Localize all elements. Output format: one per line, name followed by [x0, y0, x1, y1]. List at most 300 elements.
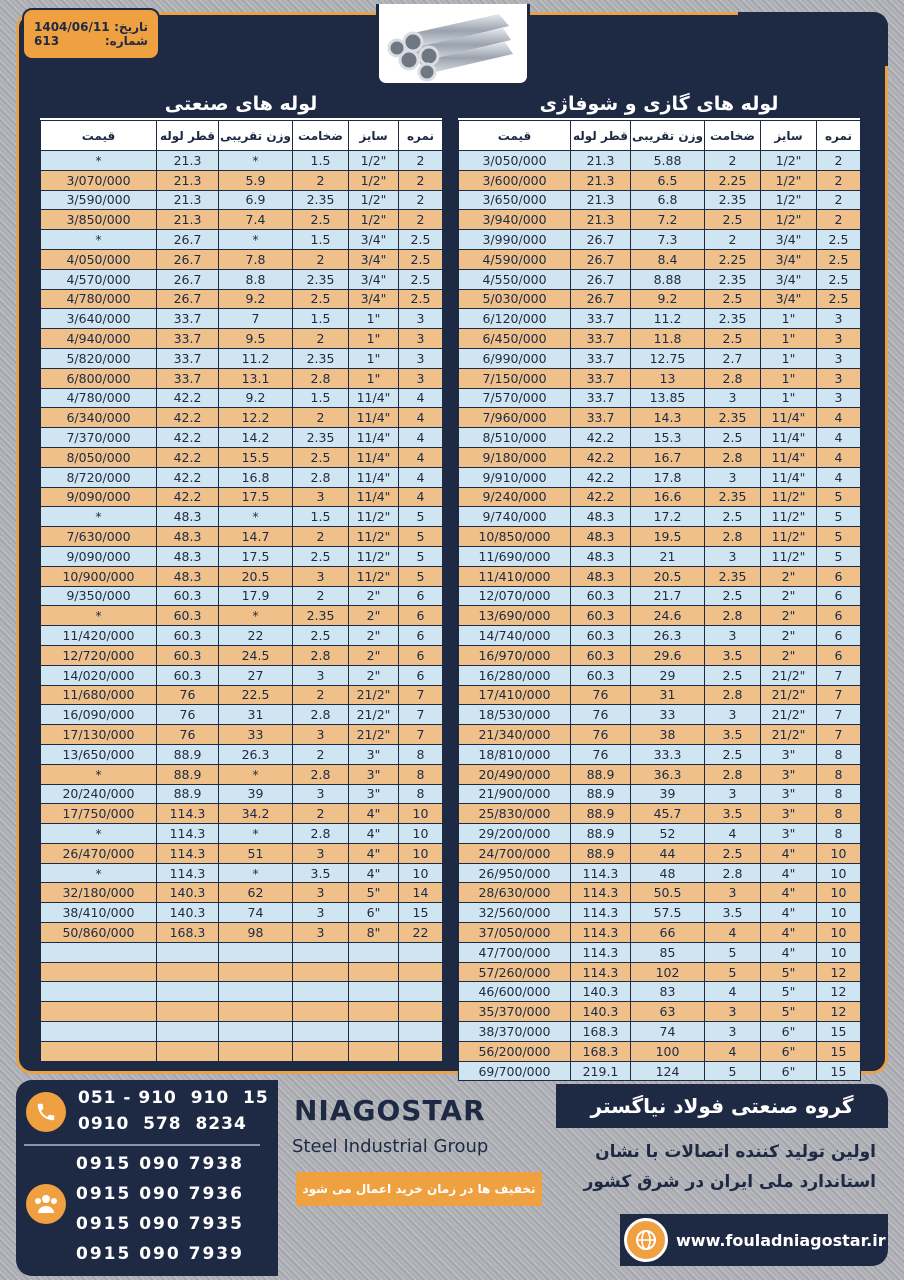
- table-cell: 24/700/000: [459, 843, 571, 863]
- table-cell: 17.8: [631, 467, 705, 487]
- table-cell: 10: [399, 843, 443, 863]
- table-cell: 15.5: [219, 447, 293, 467]
- table-cell: 39: [219, 784, 293, 804]
- table-cell: 11/4": [349, 467, 399, 487]
- table-cell: 3: [293, 566, 349, 586]
- table-cell: 1/2": [761, 190, 817, 210]
- table-cell: 4: [817, 428, 861, 448]
- table-cell: 168.3: [571, 1022, 631, 1042]
- column-header: نمره: [399, 121, 443, 151]
- mobile-4: 0915 090 7939: [76, 1244, 244, 1264]
- table-row: [459, 249, 861, 269]
- table-cell: [349, 1002, 399, 1022]
- table-cell: 4: [705, 923, 761, 943]
- table-cell: *: [219, 507, 293, 527]
- table-cell: *: [41, 230, 157, 250]
- table-cell: 4: [399, 388, 443, 408]
- table-cell: 33.7: [571, 408, 631, 428]
- table-row: [459, 289, 861, 309]
- table-row: [41, 170, 443, 190]
- table-cell: 6: [399, 626, 443, 646]
- table-cell: [293, 1022, 349, 1042]
- table-cell: [41, 942, 157, 962]
- table-cell: 140.3: [571, 982, 631, 1002]
- table-cell: 3": [761, 824, 817, 844]
- table-cell: 2": [761, 645, 817, 665]
- table-cell: 9.2: [631, 289, 705, 309]
- table-cell: 3: [817, 329, 861, 349]
- table-cell: 4: [817, 447, 861, 467]
- table-cell: 5": [761, 962, 817, 982]
- table-cell: 4": [349, 804, 399, 824]
- table-cell: 3: [293, 784, 349, 804]
- table-cell: 48.3: [157, 546, 219, 566]
- table-cell: 20/490/000: [459, 764, 571, 784]
- table-cell: 8: [817, 804, 861, 824]
- table-row: [459, 507, 861, 527]
- table-cell: [293, 1041, 349, 1061]
- table-cell: 51: [219, 843, 293, 863]
- table-cell: 1/2": [349, 151, 399, 171]
- table-cell: [41, 982, 157, 1002]
- table-cell: 2.35: [705, 190, 761, 210]
- table-cell: 42.2: [571, 447, 631, 467]
- table-cell: 10: [817, 942, 861, 962]
- table-cell: 3/4": [349, 269, 399, 289]
- table-cell: 60.3: [157, 645, 219, 665]
- table-cell: 10/900/000: [41, 566, 157, 586]
- table-cell: 4: [399, 408, 443, 428]
- table-row: [41, 566, 443, 586]
- table-cell: 21/2": [349, 725, 399, 745]
- table-cell: 3/050/000: [459, 151, 571, 171]
- table-cell: *: [41, 863, 157, 883]
- table-cell: *: [41, 151, 157, 171]
- table-cell: 13.85: [631, 388, 705, 408]
- table-cell: 42.2: [157, 428, 219, 448]
- table-row: [41, 824, 443, 844]
- table-cell: 9.2: [219, 388, 293, 408]
- table-row: [459, 903, 861, 923]
- table-cell: 11/4": [761, 447, 817, 467]
- table-cell: 26.7: [157, 289, 219, 309]
- discount-banner: تخفیف ها در زمان خرید اعمال می شود: [296, 1172, 542, 1206]
- table-cell: [219, 1041, 293, 1061]
- table-cell: 2.5: [293, 210, 349, 230]
- table-cell: 15.3: [631, 428, 705, 448]
- table-cell: 2": [349, 645, 399, 665]
- table-cell: [219, 982, 293, 1002]
- industrial-pipes-table: [40, 120, 443, 1062]
- table-cell: 3/640/000: [41, 309, 157, 329]
- table-cell: 50.5: [631, 883, 705, 903]
- table-cell: 5/030/000: [459, 289, 571, 309]
- table-cell: 2.8: [705, 863, 761, 883]
- table-cell: 88.9: [157, 764, 219, 784]
- table-row: [459, 863, 861, 883]
- table-cell: 98: [219, 923, 293, 943]
- mobile-3: 0915 090 7935: [76, 1214, 244, 1234]
- table-cell: 88.9: [571, 824, 631, 844]
- column-header: قطر لوله: [157, 121, 219, 151]
- table-cell: 16.8: [219, 467, 293, 487]
- table-cell: 6: [817, 626, 861, 646]
- table-cell: 50/860/000: [41, 923, 157, 943]
- table-cell: 11/4": [349, 388, 399, 408]
- mobile-1: 0915 090 7938: [76, 1154, 244, 1174]
- table-cell: 4/590/000: [459, 249, 571, 269]
- table-cell: 11/4": [349, 447, 399, 467]
- table-cell: 1.5: [293, 230, 349, 250]
- table-row: [41, 230, 443, 250]
- brand-area: [282, 1080, 560, 1276]
- table-cell: 6.5: [631, 170, 705, 190]
- table-row: [459, 665, 861, 685]
- table-row: [459, 804, 861, 824]
- table-cell: 60.3: [571, 665, 631, 685]
- table-cell: 2.5: [705, 507, 761, 527]
- table-cell: 12: [817, 982, 861, 1002]
- table-cell: 6/340/000: [41, 408, 157, 428]
- table-cell: 4": [761, 942, 817, 962]
- table-cell: 14.2: [219, 428, 293, 448]
- table-cell: 3/4": [761, 289, 817, 309]
- table-row: [41, 586, 443, 606]
- table-row: [41, 408, 443, 428]
- table-row: [459, 487, 861, 507]
- table-cell: 21.3: [157, 151, 219, 171]
- table-cell: 2.5: [705, 210, 761, 230]
- table-row: [459, 408, 861, 428]
- table-cell: 10: [399, 804, 443, 824]
- table-cell: 83: [631, 982, 705, 1002]
- table-cell: [41, 1022, 157, 1042]
- table-cell: 26.7: [571, 269, 631, 289]
- table-cell: 15: [817, 1041, 861, 1061]
- table-cell: 76: [571, 744, 631, 764]
- table-cell: 21.3: [157, 170, 219, 190]
- table-cell: 2.25: [705, 170, 761, 190]
- table-cell: 2.5: [817, 289, 861, 309]
- table-cell: 1": [761, 368, 817, 388]
- table-cell: 74: [219, 903, 293, 923]
- table-cell: 2: [817, 210, 861, 230]
- table-row: [41, 348, 443, 368]
- table-cell: 6: [817, 586, 861, 606]
- table-cell: 5: [817, 507, 861, 527]
- table-row: [459, 467, 861, 487]
- table-cell: 3: [399, 309, 443, 329]
- table-cell: 2.5: [817, 269, 861, 289]
- table-cell: 3/4": [761, 269, 817, 289]
- table-cell: 45.7: [631, 804, 705, 824]
- table-cell: 15: [817, 1022, 861, 1042]
- table-cell: 8/720/000: [41, 467, 157, 487]
- table-cell: 5.9: [219, 170, 293, 190]
- table-cell: 3": [349, 784, 399, 804]
- table-cell: 3: [293, 883, 349, 903]
- table-cell: 31: [631, 685, 705, 705]
- table-cell: 3: [817, 309, 861, 329]
- table-cell: 88.9: [571, 784, 631, 804]
- table-cell: 3: [705, 467, 761, 487]
- table-row: [459, 348, 861, 368]
- table-cell: 12: [817, 1002, 861, 1022]
- table-cell: 42.2: [157, 447, 219, 467]
- table-row: [41, 289, 443, 309]
- table-cell: 7/570/000: [459, 388, 571, 408]
- table-cell: 39: [631, 784, 705, 804]
- table-cell: [399, 1041, 443, 1061]
- table-cell: 27: [219, 665, 293, 685]
- table-cell: 26.3: [631, 626, 705, 646]
- table-cell: 2.8: [705, 764, 761, 784]
- table-cell: 3: [293, 487, 349, 507]
- table-cell: 5": [349, 883, 399, 903]
- table-cell: 2: [817, 190, 861, 210]
- table-cell: 22: [399, 923, 443, 943]
- column-header: وزن تقریبی: [631, 121, 705, 151]
- table-cell: 2.5: [705, 329, 761, 349]
- table-row: [459, 210, 861, 230]
- table-cell: 29.6: [631, 645, 705, 665]
- table-cell: 2.5: [399, 269, 443, 289]
- table-cell: 2: [293, 329, 349, 349]
- table-cell: 7: [817, 705, 861, 725]
- table-cell: 7: [399, 705, 443, 725]
- table-cell: 6/120/000: [459, 309, 571, 329]
- table-cell: 52: [631, 824, 705, 844]
- table-cell: 14.3: [631, 408, 705, 428]
- table-row: [459, 1002, 861, 1022]
- table-cell: 21/2": [761, 665, 817, 685]
- globe-icon: [624, 1218, 668, 1262]
- table-cell: 7/150/000: [459, 368, 571, 388]
- table-cell: 57/260/000: [459, 962, 571, 982]
- website-link[interactable]: www.fouladniagostar.ir: [676, 1230, 886, 1250]
- table-cell: 2: [293, 685, 349, 705]
- table-cell: 63: [631, 1002, 705, 1022]
- table-cell: 28/630/000: [459, 883, 571, 903]
- table-row: [459, 764, 861, 784]
- table-row: [459, 190, 861, 210]
- table-cell: 76: [157, 705, 219, 725]
- table-cell: 17/410/000: [459, 685, 571, 705]
- table-cell: 11/4": [349, 487, 399, 507]
- table-cell: 2.35: [293, 190, 349, 210]
- table-cell: 2.8: [705, 606, 761, 626]
- table-cell: 114.3: [571, 923, 631, 943]
- table-cell: 114.3: [571, 863, 631, 883]
- table-cell: 8": [349, 923, 399, 943]
- table-row: [41, 546, 443, 566]
- table-cell: 3": [761, 764, 817, 784]
- table-row: [41, 1022, 443, 1042]
- table-row: [459, 606, 861, 626]
- table-cell: 42.2: [571, 428, 631, 448]
- column-header: سایز: [349, 121, 399, 151]
- table-cell: 114.3: [571, 942, 631, 962]
- footer: [16, 1080, 888, 1276]
- table-cell: 7: [817, 685, 861, 705]
- website-box: [620, 1214, 888, 1266]
- date-label: تاریخ:: [114, 20, 148, 34]
- table-cell: [157, 982, 219, 1002]
- table-row: [41, 309, 443, 329]
- table-cell: 2.5: [705, 744, 761, 764]
- table-cell: 3/4": [349, 249, 399, 269]
- table-cell: 2.7: [705, 348, 761, 368]
- table-cell: 13/650/000: [41, 744, 157, 764]
- table-cell: 47/700/000: [459, 942, 571, 962]
- table-cell: 3/590/000: [41, 190, 157, 210]
- table-cell: 14.7: [219, 527, 293, 547]
- table-cell: 26.7: [157, 230, 219, 250]
- table-row: [459, 170, 861, 190]
- column-header: قیمت: [459, 121, 571, 151]
- column-header: وزن تقریبی: [219, 121, 293, 151]
- table-cell: 13.1: [219, 368, 293, 388]
- table-cell: 5: [817, 487, 861, 507]
- table-cell: *: [219, 230, 293, 250]
- table-cell: 4": [761, 923, 817, 943]
- table-cell: 16/090/000: [41, 705, 157, 725]
- table-cell: 14: [399, 883, 443, 903]
- table-cell: 2.8: [705, 527, 761, 547]
- table-cell: 11/420/000: [41, 626, 157, 646]
- table-cell: 2": [349, 586, 399, 606]
- table-row: [41, 804, 443, 824]
- table-row: [41, 764, 443, 784]
- table-cell: 13: [631, 368, 705, 388]
- industrial-title: لوله های صنعتی: [164, 93, 318, 115]
- table-cell: 62: [219, 883, 293, 903]
- table-cell: 3/940/000: [459, 210, 571, 230]
- table-cell: 3/070/000: [41, 170, 157, 190]
- table-cell: 33.7: [571, 348, 631, 368]
- table-cell: 8: [399, 744, 443, 764]
- table-cell: 3.5: [705, 804, 761, 824]
- table-cell: 60.3: [571, 586, 631, 606]
- table-cell: 2": [349, 665, 399, 685]
- table-cell: 3": [761, 804, 817, 824]
- table-row: [459, 843, 861, 863]
- table-row: [459, 428, 861, 448]
- table-cell: 2.5: [293, 447, 349, 467]
- table-cell: 6": [761, 1022, 817, 1042]
- table-cell: 2.8: [293, 705, 349, 725]
- table-cell: 38: [631, 725, 705, 745]
- table-cell: 21/2": [761, 685, 817, 705]
- table-cell: 3: [817, 388, 861, 408]
- table-cell: 21.3: [571, 210, 631, 230]
- table-cell: [157, 1002, 219, 1022]
- table-cell: 6: [399, 645, 443, 665]
- column-header: ضخامت: [705, 121, 761, 151]
- table-cell: 2": [761, 606, 817, 626]
- table-cell: 4: [817, 467, 861, 487]
- table-cell: 76: [157, 685, 219, 705]
- table-cell: 36.3: [631, 764, 705, 784]
- table-cell: 3: [705, 705, 761, 725]
- table-cell: 26.7: [571, 230, 631, 250]
- table-cell: 17/130/000: [41, 725, 157, 745]
- table-cell: 18/810/000: [459, 744, 571, 764]
- table-cell: 33.7: [571, 368, 631, 388]
- table-cell: 3: [705, 546, 761, 566]
- table-header-row: [41, 121, 443, 151]
- tagline-line-2: استاندارد ملی ایران در شرق کشور: [583, 1172, 876, 1192]
- landline-phone: 051 - 910 910 15: [78, 1088, 269, 1108]
- table-cell: 12/720/000: [41, 645, 157, 665]
- table-cell: [349, 982, 399, 1002]
- table-cell: 3/650/000: [459, 190, 571, 210]
- table-row: [41, 843, 443, 863]
- table-cell: 168.3: [157, 923, 219, 943]
- table-cell: 21.3: [571, 190, 631, 210]
- column-header: ضخامت: [293, 121, 349, 151]
- table-cell: 10: [817, 923, 861, 943]
- table-cell: *: [41, 507, 157, 527]
- table-cell: 5: [817, 527, 861, 547]
- table-cell: 15: [817, 1061, 861, 1081]
- table-cell: 7: [817, 665, 861, 685]
- table-cell: 88.9: [157, 784, 219, 804]
- table-cell: 24.6: [631, 606, 705, 626]
- table-cell: 48.3: [157, 566, 219, 586]
- table-cell: 11/4": [349, 428, 399, 448]
- table-cell: [157, 962, 219, 982]
- table-cell: 11/4": [761, 428, 817, 448]
- table-cell: 88.9: [571, 804, 631, 824]
- table-cell: 2: [293, 249, 349, 269]
- table-cell: 3": [761, 744, 817, 764]
- table-cell: 33.7: [157, 309, 219, 329]
- table-cell: 5: [399, 546, 443, 566]
- table-cell: 140.3: [157, 903, 219, 923]
- table-cell: 4": [349, 843, 399, 863]
- table-cell: 219.1: [571, 1061, 631, 1081]
- table-cell: [157, 1022, 219, 1042]
- table-cell: 3": [761, 784, 817, 804]
- table-cell: 12.2: [219, 408, 293, 428]
- table-cell: [41, 962, 157, 982]
- table-cell: 9/740/000: [459, 507, 571, 527]
- table-cell: 60.3: [571, 645, 631, 665]
- table-cell: [157, 942, 219, 962]
- table-row: [459, 546, 861, 566]
- table-cell: 2.35: [293, 428, 349, 448]
- table-cell: 114.3: [157, 863, 219, 883]
- table-cell: 2: [293, 408, 349, 428]
- table-cell: 10: [817, 863, 861, 883]
- table-header-row: [459, 121, 861, 151]
- table-cell: 2": [349, 626, 399, 646]
- table-cell: 66: [631, 923, 705, 943]
- table-cell: 14/740/000: [459, 626, 571, 646]
- table-cell: [399, 982, 443, 1002]
- table-cell: 29/200/000: [459, 824, 571, 844]
- table-cell: [293, 942, 349, 962]
- table-cell: 17.9: [219, 586, 293, 606]
- table-cell: 3: [293, 843, 349, 863]
- table-cell: 21/2": [349, 685, 399, 705]
- table-cell: 38/410/000: [41, 903, 157, 923]
- table-cell: 5/820/000: [41, 348, 157, 368]
- table-cell: 74: [631, 1022, 705, 1042]
- table-cell: 1.5: [293, 388, 349, 408]
- table-cell: 26.7: [571, 249, 631, 269]
